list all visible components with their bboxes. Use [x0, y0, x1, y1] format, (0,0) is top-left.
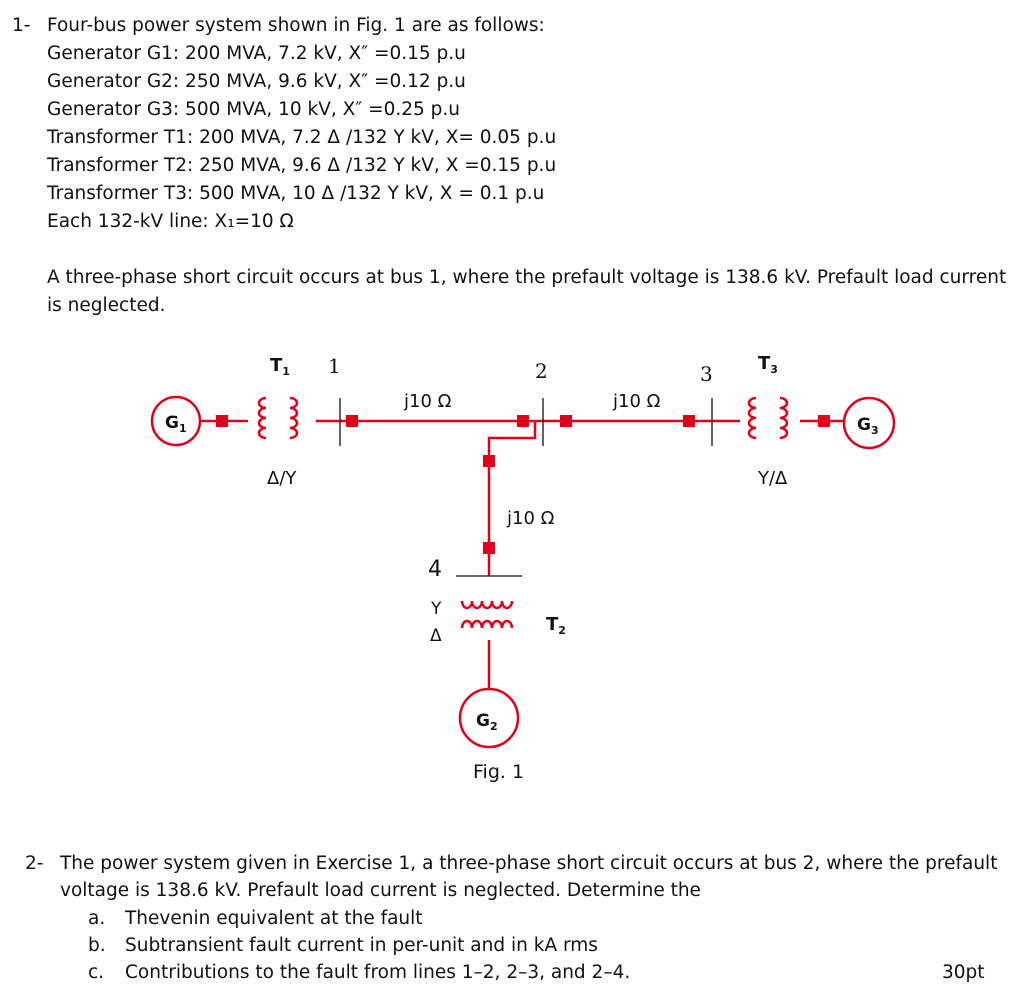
spec-line: Each 132-kV line: X₁=10 Ω	[47, 211, 294, 232]
breaker-bus2-left	[517, 415, 529, 427]
problem2-line2: voltage is 138.6 kV. Prefault load current is neglected. Determine the	[60, 880, 701, 901]
t2-y-label: Y	[431, 599, 442, 619]
problem1-statement-line2: is neglected.	[47, 295, 166, 316]
g2-label: $G_2$	[476, 711, 498, 733]
t3-label: $T_3$	[758, 353, 778, 376]
problem1-number: 1-	[12, 15, 31, 36]
bus1-label: 1	[328, 354, 341, 378]
breaker-line24-bottom	[483, 542, 495, 554]
bus3-label: 3	[700, 362, 713, 386]
spec-transformer-t2: Transformer T2: 250 MVA, 9.6 Δ /132 Y kV, X =0.15 p.u	[47, 155, 557, 176]
spec-generator-g3: Generator G3: 500 MVA, 10 kV, X″ =0.25 p.u	[47, 99, 461, 120]
list-item-text: Contributions to the fault from lines 1–2, 2–3, and 2–4.	[125, 962, 631, 983]
figure-caption: Fig. 1	[473, 761, 525, 783]
bus2-label: 2	[535, 359, 548, 383]
g1-label: $G_1$	[165, 413, 187, 435]
spec-transformer-t1: Transformer T1: 200 MVA, 7.2 Δ /132 Y kV, X= 0.05 p.u	[47, 127, 557, 148]
list-item-marker: c.	[88, 962, 105, 983]
breaker-bus2-right	[560, 415, 572, 427]
t1-label: $T_1$	[270, 355, 290, 378]
transformer-t2-symbol	[462, 601, 512, 628]
t3-connection-label: Y/Δ	[758, 468, 788, 489]
breaker-bus1	[346, 415, 358, 427]
breaker-g3	[818, 415, 830, 427]
bus4-label: 4	[428, 557, 442, 582]
spec-generator-g1: Generator G1: 200 MVA, 7.2 kV, X″ =0.15 p.u	[47, 43, 466, 64]
line24-impedance: j10 Ω	[507, 508, 555, 529]
line-2-4	[489, 421, 535, 576]
line23-impedance: j10 Ω	[613, 391, 661, 412]
transformer-t3-symbol	[749, 398, 787, 438]
breaker-bus3	[683, 415, 695, 427]
t2-delta-label: Δ	[430, 626, 442, 646]
spec-transformer-t3: Transformer T3: 500 MVA, 10 Δ /132 Y kV, X = 0.1 p.u	[47, 183, 545, 204]
problem2-number: 2-	[25, 853, 44, 874]
line12-impedance: j10 Ω	[404, 391, 452, 412]
problem1-intro: Four-bus power system shown in Fig. 1 are as follows:	[47, 15, 545, 36]
t2-label: $T_2$	[546, 614, 566, 637]
g3-label: $G_3$	[857, 415, 879, 437]
breaker-g1	[216, 415, 228, 427]
list-item-text: Thevenin equivalent at the fault	[125, 908, 423, 929]
transformer-t1-symbol	[259, 398, 297, 438]
list-item-marker: a.	[88, 908, 106, 929]
t1-connection-label: Δ/Y	[267, 468, 297, 489]
problem2-line1: The power system given in Exercise 1, a three-phase short circuit occurs at bus 2, where the prefault	[60, 853, 998, 874]
list-item-marker: b.	[88, 935, 106, 956]
points-label: 30pt	[942, 962, 985, 983]
spec-generator-g2: Generator G2: 250 MVA, 9.6 kV, X″ =0.12 p.u	[47, 71, 466, 92]
problem1-statement-line1: A three-phase short circuit occurs at bus 1, where the prefault voltage is 138.6 kV. Prefault load current	[47, 267, 1007, 288]
list-item-text: Subtransient fault current in per-unit and in kA rms	[125, 935, 598, 956]
breaker-line24-top	[483, 455, 495, 467]
